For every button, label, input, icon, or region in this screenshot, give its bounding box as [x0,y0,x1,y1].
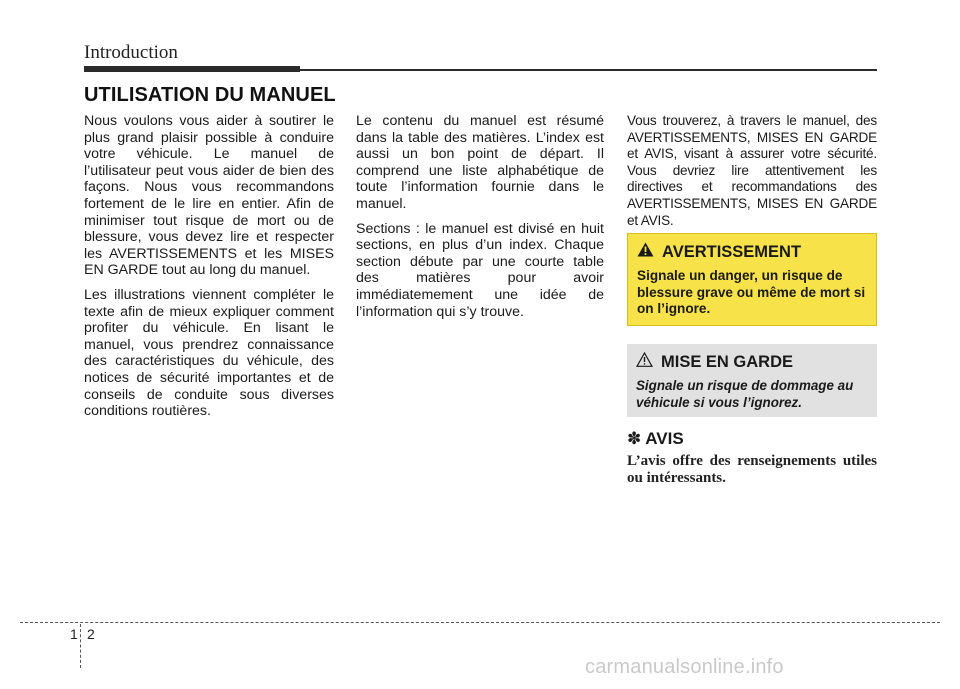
running-title: Introduction [84,42,178,63]
watermark: carmanualsonline.info [585,656,784,678]
caution-text: Signale un risque de dommage au véhicule si vous l’ignorez. [636,378,854,410]
header-rule-thin [300,69,877,71]
page-number: 2 [87,626,95,642]
warning-title: AVERTISSEMENT [662,242,802,261]
warning-text: Signale un danger, un risque de blessure grave ou même de mort si on l’ignore. [637,268,866,316]
text-column-1 [84,113,334,428]
footer-divider-vertical [80,624,81,668]
paragraph: Sections : le manuel est divisé en huit sections, en plus d’un index. Chaque section débute par une courte table des matières pour avoir immédiatemement une idée de l’information qui s’y trouve. [356,220,604,320]
warning-triangle-outline-icon [636,352,653,372]
section-title: UTILISATION DU MANUEL [84,84,336,106]
chapter-number: 1 [70,626,78,642]
warning-triangle-filled-icon [637,242,654,262]
text-column-2 [356,113,604,328]
paragraph: Les illustrations viennent compléter le texte afin de mieux expliquer comment profiter du véhicule. En lisant le manuel, vous prendrez connaissance des caractéristiques du véhicule, des notices de sécurité importantes et de conseils de conduite sous diverses conditions routières. [84,286,334,420]
paragraph: Vous trouverez, à travers le manuel, des AVERTISSEMENTS, MISES EN GARDE et AVIS, visant à assurer votre sécurité. Vous devriez lire attentivement les directives et recommandations des AVERTISSEMENTS, MISES EN GARDE et AVIS. [627,113,877,228]
paragraph: Nous voulons vous aider à soutirer le plus grand plaisir possible à conduire votre véhicule. Le manuel de l’utilisateur peut vous aider de bien des façons. Nous vous recommandons fortement de le lire en entier. Afin de minimiser tout risque de mort ou de blessure, vous devez lire et respecter les AVERTISSEMENTS et les MISES EN GARDE tout au long du manuel. [84,113,334,279]
notice-heading [627,429,684,449]
asterisk-icon: ✽ [627,429,642,448]
footer-divider [20,622,940,623]
header-rule-thick [84,66,300,72]
paragraph: Le contenu du manuel est résumé dans la table des matières. L’index est aussi un bon point de départ. Il comprend une liste alphabétique de toute l’information fournie dans le manuel. [356,113,604,212]
text-column-3 [627,113,877,237]
notice-text: L’avis offre des renseignements utiles ou intéressants. [627,453,877,486]
notice-title: AVIS [645,429,684,448]
caution-title: MISE EN GARDE [661,352,794,371]
caution-box [627,344,877,417]
warning-box [627,233,877,326]
